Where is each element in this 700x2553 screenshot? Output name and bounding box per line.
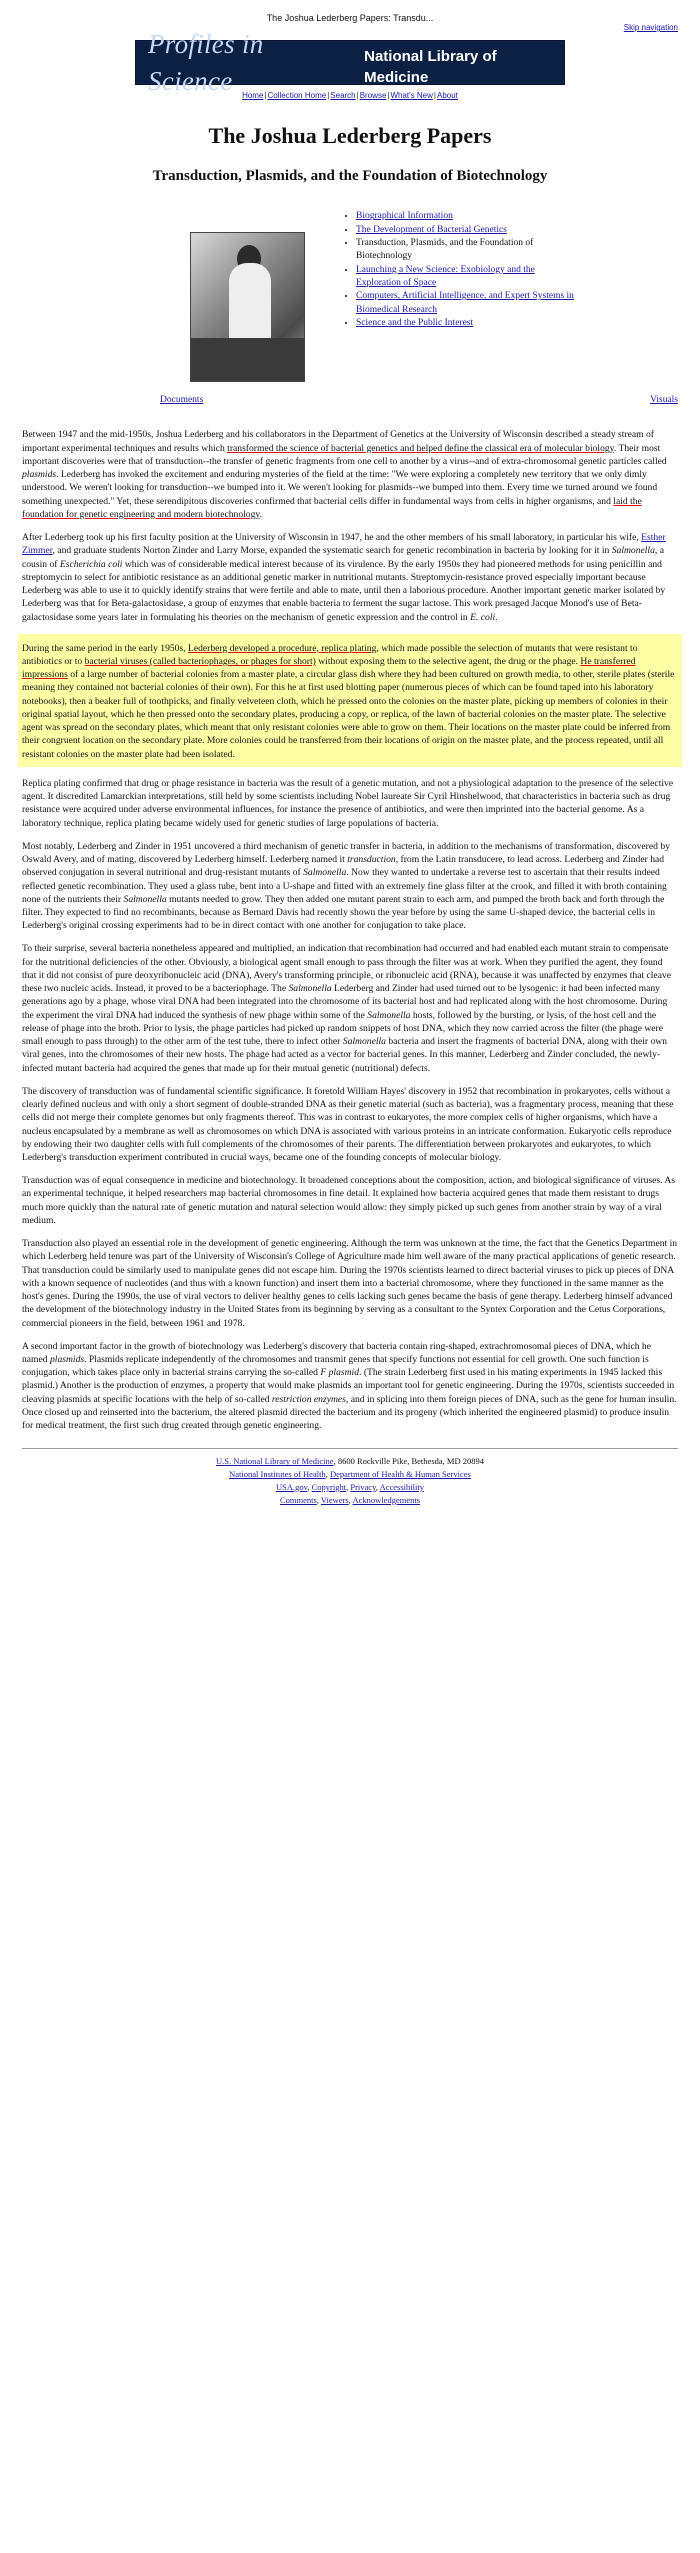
resource-links bbox=[0, 394, 700, 416]
paragraph-wisconsin: After Lederberg took up his first faculty position at the University of Wisconsin in 1947, he and the other members of his small laboratory, in particular his wife, Esther Zimmer, and graduate students Norton Zinder and Larry Morse, expanded the systematic search for genetic recombination in bacteria by looking for it in Salmonella, a cousin of Escherichia coli which was of considerable medical interest because of its virulence. By the early 1950s they had pioneered methods for using penicillin and streptomycin to select for antibiotic resistance as an additional genetic marker in nutritional mutants. Streptomycin-resistance proved especially important because Lederberg was able to use it to quickly identify strains that were fertile and able to mate, until then a laborious procedure. Another important genetic marker isolated by Lederberg was that for Beta-galactosidase, a group of enzymes that enable bacteria to ferment the sugar lactose. This work presaged Jacque Monod's use of Beta-galactosidase some years later in formulating his theories on the mechanism of genetic expression and the control in E. coli. bbox=[22, 532, 666, 623]
footer-hhs-link[interactable]: Department of Health & Human Services bbox=[329, 1469, 471, 1480]
article-body bbox=[0, 428, 700, 1432]
nav-whats-new[interactable]: What's New bbox=[390, 91, 433, 101]
intro-section bbox=[0, 210, 700, 382]
toc-link-exobiology[interactable]: Launching a New Science: Exobiology and the Exploration of Space bbox=[356, 264, 535, 288]
paragraph-medicine: Transduction was of equal consequence in medicine and biotechnology. It broadened conceptions about the composition, action, and biological significance of viruses. As an experimental technique, it helped researchers map bacterial chromosomes in fine detail. It explained how bacteria acquired genes that made them resistant to drugs much more quickly than the natural rate of genetic mutation and natural selection would allow: they simply picked up such genes from another strain by way of a viral medium. bbox=[22, 1175, 676, 1226]
page-subtitle: Transduction, Plasmids, and the Foundation of Biotechnology bbox=[152, 167, 548, 184]
nav-browse[interactable]: Browse bbox=[359, 91, 387, 101]
visuals-link[interactable]: Visuals bbox=[650, 395, 678, 406]
documents-link[interactable]: Documents bbox=[160, 395, 204, 406]
banner-org-text: National Library of Medicine bbox=[364, 48, 497, 86]
nav-about[interactable]: About bbox=[437, 91, 458, 101]
toc-item bbox=[356, 264, 580, 291]
footer-privacy-link[interactable]: Privacy bbox=[350, 1481, 376, 1492]
paragraph-significance: The discovery of transduction was of fundamental scientific significance. It foretold William Hayes' discovery in 1952 that recombination in prokaryotes, cells without a clearly defined nucleus and with only a short segment of double-stranded DNA as their genetic material (such as bacteria), was a fragmentary process, meaning that these cells did not merge their complete genomes but only fragments thereof. This was in contrast to eukaryotes, the more complex cells of higher organisms, which have a nucleus encapsulated by a membrane as well as chromosomes on which DNA is associated with various proteins in an intricate conformation. Eukaryotic cells reproduce by endowing their two daughter cells with full complements of the chromosomes of their parents. The differentiation between prokaryotes and eukaryotes, to which Lederberg's transduction experiment contributed in crucial ways, became one of the founding concepts of molecular biology. bbox=[22, 1085, 674, 1163]
nav-collection-home[interactable]: Collection Home bbox=[267, 91, 327, 101]
footer-nlm-link[interactable]: U.S. National Library of Medicine bbox=[216, 1456, 334, 1467]
paragraph-replica-confirmed: Replica plating confirmed that drug or phage resistance in bacteria was the result of a genetic mutation, and not a physiological adaptation to the presence of the selective agent. It discredited Lamarckian interpretations, still held by some scientists including Nobel laureate Sir Cyril Hinshelwood, that characteristics in bacteria such as drug resistance were acquired under adverse environmental influences, for instance the presence of antibiotics, and were then imprinted into the bacterial genome. As a laboratory technique, replica plating became widely used for genetic studies of large populations of bacteria. bbox=[22, 777, 674, 829]
paragraph-transduction-discovery: Most notably, Lederberg and Zinder in 1951 uncovered a third mechanism of genetic transfer in bacteria, in addition to the mechanisms of transformation, discovered by Oswald Avery, and of mating, discovered by Lederberg himself. Lederberg named it transduction, from the Latin transducere, to lead across. Lederberg and Zinder had observed conjugation in several nutritional and drug-resistant mutants of Salmonella. Now they wanted to undertake a reverse test to ascertain that their results indeed reflected genetic recombination. They used a glass tube, bent into a U-shape and fitted with an extremely fine glass filter at the crook, and filled it with broth containing none of the nutrients their Salmonella mutants needed to grow. They then added one mutant parent strain to each arm, and pumped the broth back and forth through the filter. They expected to find no recombinants, because as Bernard Davis had recently shown the year before by using the same U-shaped device, the bacterial cells in Lederberg's original crossing experiments had to be in direct contact with one another for conjugation to take place. bbox=[22, 840, 670, 932]
paragraph-surprise: To their surprise, several bacteria nonetheless appeared and multiplied, an indication that recombination had occurred and had enabled each mutant strain to compensate for the nutritional deficiencies of the other. Obviously, a biological agent small enough to pass through the filter was at work. When they purified the agent, they found that it did not consist of pure deoxyribonucleic acid (DNA), Avery's transforming principle, or ribonucleic acid (RNA), because it was unaffected by enzymes that cleave these two nucleic acids. Instead, it proved to be a bacteriophage. The Salmonella Lederberg and Zinder had used turned out to be lysogenic: it had been infected many generations ago by a phage, whose viral DNA had been integrated into the chromosome of its bacterial host and had replicated along with the host chromosome. During the experiment the viral DNA had induced the synthesis of new phage within some of the Salmonella hosts, followed by the bursting, or lysis, of the host cell and the release of phage into the broth. Prior to lysis, the phage particles had picked up random snippets of host DNA, which they now carried across the filter (the phage were small enough to pass through) to the other arm of the test tube, there to infect other Salmonella bacteria and insert the fragments of bacterial DNA, along with their own viral genes, into the chromosomes of their new hosts. The phage had acted as a vector for bacterial genes. In this manner, Lederberg and Zinder concluded, the newly-infected mutant bacteria had acquired the genes that made up for their mutual genetic (nutritional) defects. bbox=[22, 943, 672, 1074]
highlighted-passage bbox=[18, 634, 682, 767]
banner-logo-text: Profiles in Science bbox=[148, 28, 264, 96]
page-title: The Joshua Lederberg Papers bbox=[208, 123, 492, 149]
toc-current-section: Transduction, Plasmids, and the Foundation of Biotechnology bbox=[356, 238, 534, 262]
lederberg-lab-photo[interactable] bbox=[190, 232, 305, 382]
toc-item bbox=[356, 224, 580, 237]
toc-item bbox=[356, 290, 580, 317]
toc-link-computers-ai[interactable]: Computers, Artificial Intelligence, and Expert Systems in Biomedical Research bbox=[356, 291, 574, 315]
top-navigation: Home|Collection Home|Search|Browse|What's New|About bbox=[242, 91, 458, 101]
skip-navigation-link[interactable]: Skip navigation bbox=[623, 23, 678, 32]
toc-item bbox=[356, 210, 580, 223]
section-table-of-contents bbox=[340, 210, 580, 330]
paragraph-replica-plating: During the same period in the early 1950s, Lederberg developed a procedure, replica plating, which made possible the selection of mutants that were resistant to antibiotics or to bacterial viruses (called bacteriophages, or phages for short) without exposing them to the selective agent, the drug or the phage. He transferred impressions of a large number of bacterial colonies from a master plate, a circular glass dish where they had been cultured on growth media, to other, sterile plates (sterile meaning they contained not bacterial colonies of their own). For this he at first used blotting paper (numerous pieces of which can be found taped into his laboratory notebooks), then a beaker full of toothpicks, and finally velveteen cloth, which he pressed onto the colonies on the master plate, picking up members of colonies in their original spatial layout, which he then pressed onto the secondary plates, producing a copy, or replica, of the lawn of bacterial colonies on the master plate. The selective agent was spread on the secondary plates, which meant that only resistant colonies were able to grow on them. Their locations on the master plate could be inferred from their congruent location on the secondary plate. More colonies could be transferred from their locations of origin on the master plate, and the process repeated, until all resistant colonies on the master plate had been isolated. bbox=[22, 642, 675, 760]
footer-copyright-link[interactable]: Copyright bbox=[311, 1481, 347, 1492]
footer-nih-link[interactable]: National Institutes of Health bbox=[229, 1469, 326, 1480]
footer-usagov-link[interactable]: USA.gov bbox=[276, 1481, 308, 1492]
toc-link-public-interest[interactable]: Science and the Public Interest bbox=[356, 317, 474, 328]
footer-comments-link[interactable]: Comments bbox=[279, 1494, 317, 1505]
paragraph-plasmids: A second important factor in the growth of biotechnology was Lederberg's discovery that bacteria contain ring-shaped, extrachromosomal pieces of DNA, which he named plasmids. Plasmids replicate independently of the chromosomes and transmit genes that specify functions not essential for cell growth. One such function is conjugation, which takes place only in bacterial strains carrying the so-called F plasmid. (The strain Lederberg first used in his mating experiments in 1945 lacked this plasmid.) Another is the production of enzymes, a property that would make plasmids an important tool for genetic engineering. During the 1970s, scientists succeeded in cleaving plasmids at specific locations with the help of so-called restriction enzymes, and in splicing into them foreign pieces of DNA, such as the gene for human insulin. Once closed up and reinserted into the bacterium, the altered plasmid directed the bacterium and its progeny (which inherited the engineered plasmid) to produce insulin for medical treatment, the first such drug created through genetic engineering. bbox=[22, 1340, 677, 1432]
paragraph-intro: Between 1947 and the mid-1950s, Joshua Lederberg and his collaborators in the Department of Genetics at the University of Wisconsin described a steady stream of important experimental techniques and results which transformed the science of bacterial genetics and helped define the classical era of molecular biology. Their most important discoveries were that of transduction--the transfer of genetic fragments from one cell to another by a virus--and of extra-chromosomal genetic particles called plasmids. Lederberg has invoked the excitement and enduring mysteries of the field at the time: "We were exploring a completely new territory that we only dimly understood. We weren't looking for transduction--we bumped into it. We weren't looking for plasmids--we bumped into them. Every time we turned around we found something unexpected." Yet, these serendipitous discoveries confirmed that bacterial cells differ in fundamental ways from cells in higher organisms, and laid the foundation for genetic engineering and modern biotechnology. bbox=[22, 429, 667, 520]
toc-link-biographical[interactable]: Biographical Information bbox=[356, 211, 453, 222]
window-title: The Joshua Lederberg Papers: Transdu... bbox=[266, 13, 434, 23]
toc-link-bacterial-genetics[interactable]: The Development of Bacterial Genetics bbox=[356, 224, 507, 235]
toc-item bbox=[356, 317, 580, 330]
esther-zimmer-link[interactable]: Esther Zimmer bbox=[22, 532, 666, 557]
toc-item bbox=[356, 237, 580, 264]
paragraph-genetic-engineering: Transduction also played an essential role in the development of genetic engineering. Although the term was unknown at the time, the fact that the Genetics Department in which Lederberg held tenure was part of the University of Wisconsin's College of Agriculture made him well aware of the many practical applications of genetic research. That transduction could be similarly used to manipulate genes did not escape him. During the 1970s scientists learned to direct bacterial viruses to pick up pieces of DNA with a known sequence of nucleotides (and thus with a known function) and insert them into a bacterial chromosome, where they functioned in the same manner as the host's genes. During the 1990s, the use of viral vectors to deliver healthy genes to cells lacking such genes became the basis of gene therapy. Lederberg himself advanced the development of the biotechnology industry in the United States from its beginning by serving as a consultant to the Syntex Corporation and the Cetus Corporations, commercial pioneers in the field, between 1961 and 1978. bbox=[22, 1238, 678, 1329]
footer-acknowledgements-link[interactable]: Acknowledgements bbox=[352, 1494, 421, 1505]
footer-viewers-link[interactable]: Viewers bbox=[320, 1494, 349, 1505]
footer-accessibility-link[interactable]: Accessibility bbox=[379, 1481, 424, 1492]
page-footer: U.S. National Library of Medicine, 8600 Rockville Pike, Bethesda, MD 20894 National Institutes of Health, Department of Health & Human Services USA.gov, Copyright, Privacy, Accessibility Comments, Viewers, Acknowledgements bbox=[22, 1448, 678, 1506]
nav-search[interactable]: Search bbox=[330, 91, 356, 101]
nav-home[interactable]: Home bbox=[242, 91, 264, 101]
